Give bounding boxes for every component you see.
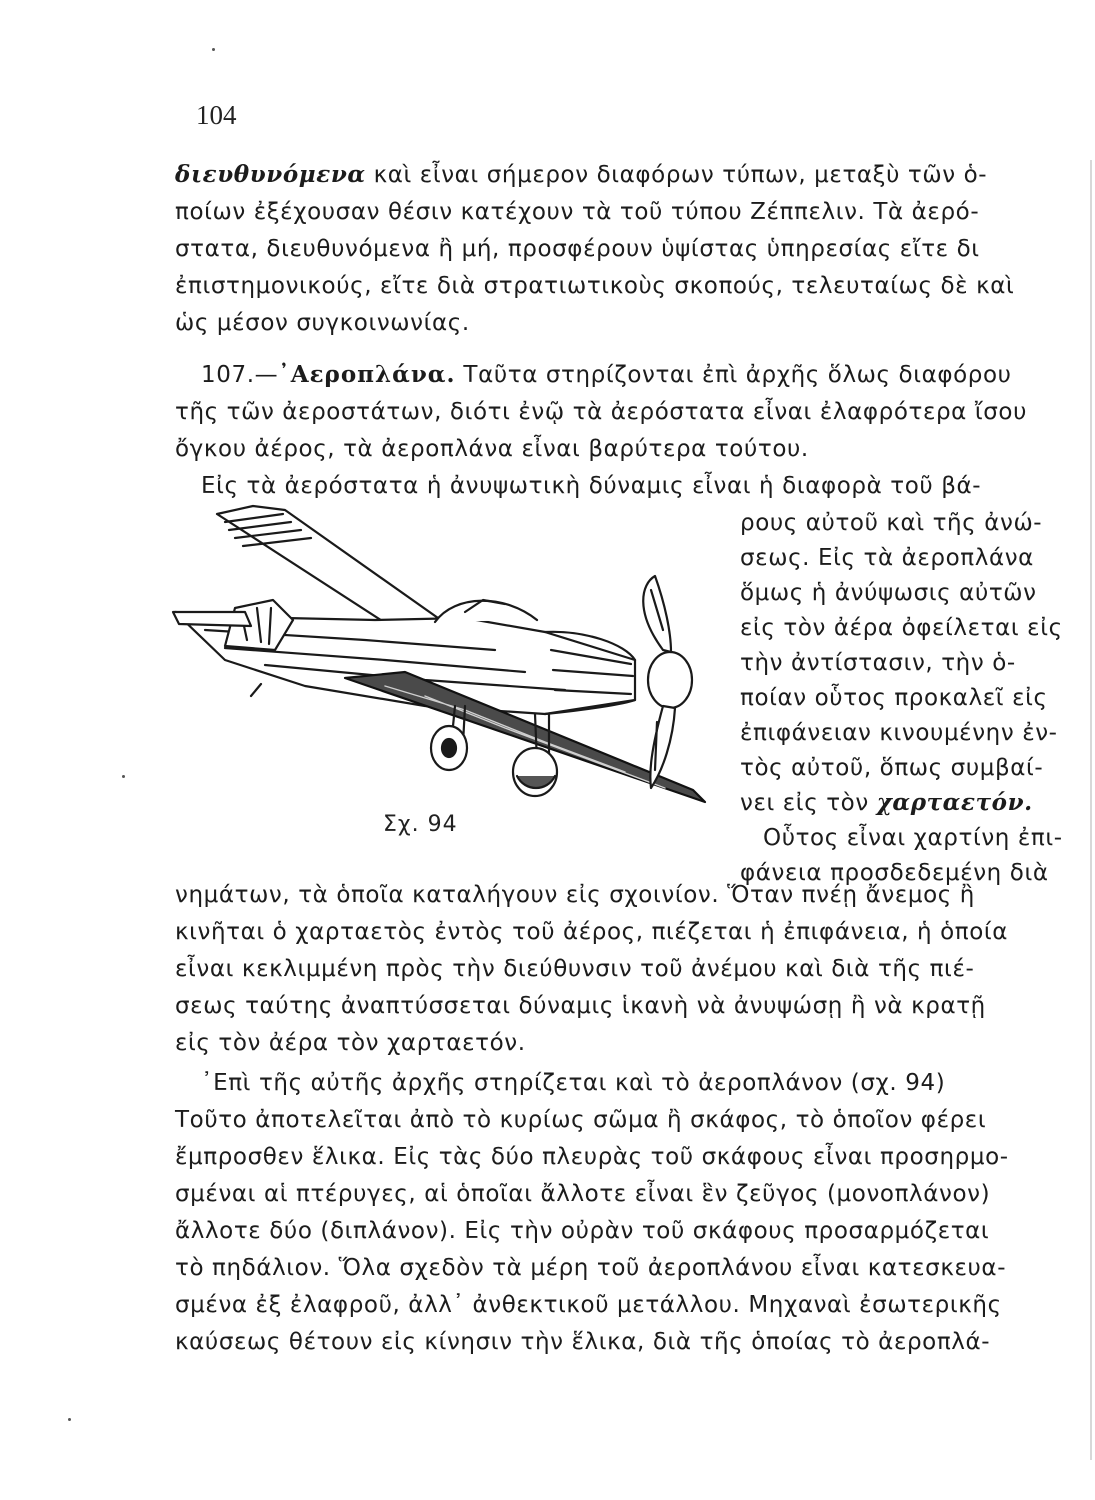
side-text-line: ἐπιφάνειαν κινουμένην ἐν- xyxy=(740,720,1058,746)
page-edge xyxy=(1090,160,1092,1460)
text-line: ἄλλοτε δύο (διπλάνον). Εἰς τὴν οὐρὰν τοῦ σκάφους προσαρμόζεται xyxy=(175,1218,990,1244)
text-line: Τοῦτο ἀποτελεῖται ἀπὸ τὸ κυρίως σῶμα ἢ σκάφος, τὸ ὁποῖον φέρει xyxy=(175,1107,987,1133)
section-heading-line: 107.—᾿Αεροπλάνα. Ταῦτα στηρίζονται ἐπὶ ἀρχῆς ὅλως διαφόρου xyxy=(201,361,1012,388)
text-line: εἰς τὸν ἀέρα τὸν χαρταετόν. xyxy=(175,1030,526,1056)
side-text-line: Οὗτος εἶναι χαρτίνη ἐπι- xyxy=(763,825,1063,851)
side-text-line: νει εἰς τὸν χαρταετόν. xyxy=(740,789,1033,816)
airplane-figure xyxy=(165,500,715,810)
text-line: ὄγκου ἀέρος, τὰ ἀεροπλάνα εἶναι βαρύτερα τούτου. xyxy=(175,436,809,462)
text-line: ὡς μέσον συγκοινωνίας. xyxy=(175,310,470,336)
speck xyxy=(68,1418,71,1421)
text-line: ἐπιστημονικούς, εἴτε διὰ στρατιωτικοὺς σκοπούς, τελευταίως δὲ καὶ xyxy=(175,273,1015,299)
side-text-line: ρους αὐτοῦ καὶ τῆς ἀνώ- xyxy=(740,510,1043,536)
text-line: τῆς τῶν ἀεροστάτων, διότι ἐνῷ τὰ ἀερόστατα εἶναι ἐλαφρότερα ἴσου xyxy=(175,399,1027,425)
text-line: ἔμπροσθεν ἕλικα. Εἰς τὰς δύο πλευρὰς τοῦ σκάφους εἶναι προσηρμο- xyxy=(175,1144,1009,1170)
text-line: ποίων ἐξέχουσαν θέσιν κατέχουν τὰ τοῦ τύπου Ζέππελιν. Τὰ ἀερό- xyxy=(175,199,980,225)
section-heading: ᾿Αεροπλάνα. xyxy=(278,361,456,388)
text-line: εἶναι κεκλιμμένη πρὸς τὴν διεύθυνσιν τοῦ ἀνέμου καὶ διὰ τῆς πιέ- xyxy=(175,956,975,982)
bold-term: χαρταετόν. xyxy=(876,789,1033,816)
side-text-line: τὸς αὐτοῦ, ὅπως συμβαί- xyxy=(740,755,1044,781)
side-text-line: τὴν ἀντίστασιν, τὴν ὁ- xyxy=(740,650,1016,676)
text-line: νημάτων, τὰ ὁποῖα καταλήγουν εἰς σχοινίον. Ὅταν πνέῃ ἄνεμος ἢ xyxy=(175,882,975,908)
side-text-line: σεως. Εἰς τὰ ἀεροπλάνα xyxy=(740,545,1034,571)
speck xyxy=(122,775,125,778)
text-line: διευθυνόμενα καὶ εἶναι σήμερον διαφόρων τύπων, μεταξὺ τῶν ὁ- xyxy=(175,161,988,188)
text-line: κινῆται ὁ χαρταετὸς ἐντὸς τοῦ ἀέρος, πιέζεται ἡ ἐπιφάνεια, ἡ ὁποία xyxy=(175,919,1009,945)
figure-caption: Σχ. 94 xyxy=(383,812,458,837)
text-line: σμέναι αἱ πτέρυγες, αἱ ὁποῖαι ἄλλοτε εἶναι ἓν ζεῦγος (μονοπλάνον) xyxy=(175,1181,991,1207)
side-text-line: εἰς τὸν ἀέρα ὀφείλεται εἰς xyxy=(740,615,1063,641)
speck xyxy=(212,48,215,51)
text-line: στατα, διευθυνόμενα ἢ μή, προσφέρουν ὑψίστας ὑπηρεσίας εἴτε δι xyxy=(175,236,980,262)
text-line: σεως ταύτης ἀναπτύσσεται δύναμις ἱκανὴ νὰ ἀνυψώσῃ ἢ νὰ κρατῇ xyxy=(175,993,986,1019)
text-line: Εἰς τὰ ἀερόστατα ἡ ἀνυψωτικὴ δύναμις εἶναι ἡ διαφορὰ τοῦ βά- xyxy=(201,473,982,499)
text-line: ᾿Επὶ τῆς αὐτῆς ἀρχῆς στηρίζεται καὶ τὸ ἀεροπλάνον (σχ. 94) xyxy=(201,1070,946,1096)
side-text-line: ποίαν οὗτος προκαλεῖ εἰς xyxy=(740,685,1048,711)
bold-term: διευθυνόμενα xyxy=(175,161,366,188)
side-text-line: ὅμως ἡ ἀνύψωσις αὐτῶν xyxy=(740,580,1037,606)
text-line: τὸ πηδάλιον. Ὅλα σχεδὸν τὰ μέρη τοῦ ἀεροπλάνου εἶναι κατεσκευα- xyxy=(175,1255,1007,1281)
text-line: σμένα ἐξ ἐλαφροῦ, ἀλλ᾿ ἀνθεκτικοῦ μετάλλου. Μηχαναὶ ἐσωτερικῆς xyxy=(175,1292,1002,1318)
text-line: καύσεως θέτουν εἰς κίνησιν τὴν ἕλικα, διὰ τῆς ὁποίας τὸ ἀεροπλά- xyxy=(175,1329,991,1355)
page-number: 104 xyxy=(196,100,237,130)
side-text-line: φάνεια προσδεδεμένη διὰ xyxy=(740,860,1049,886)
